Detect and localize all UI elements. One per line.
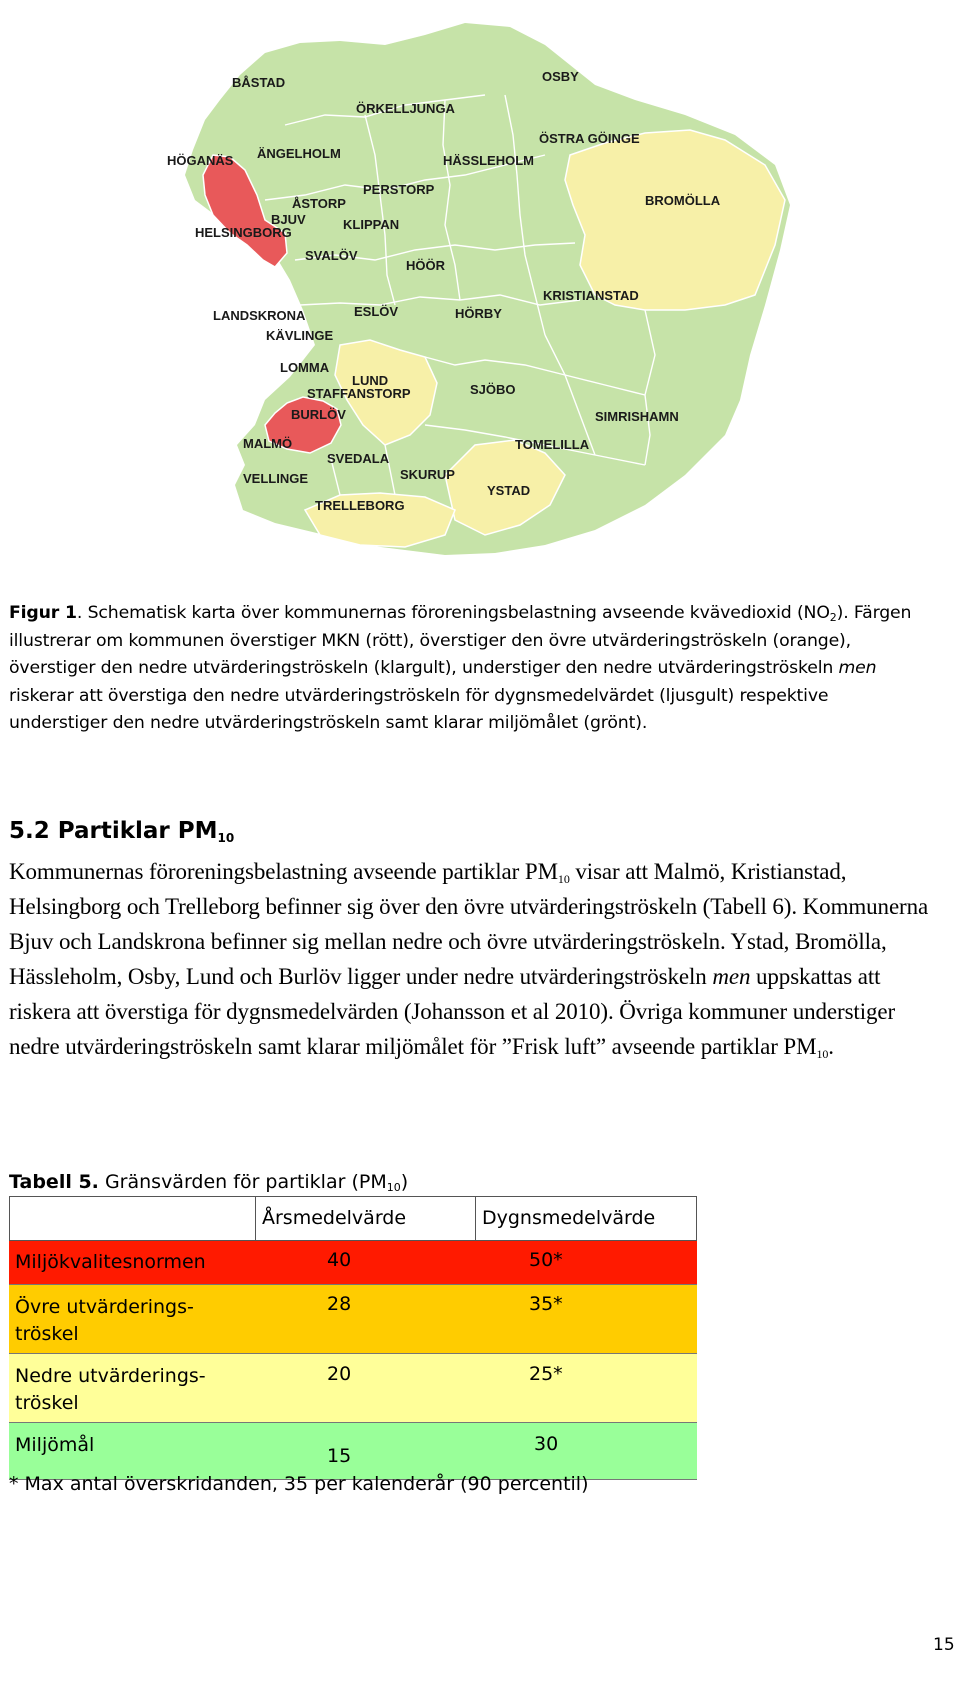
table-header-cell <box>10 1197 255 1240</box>
table-row <box>9 1241 697 1285</box>
map-label: ÅSTORP <box>292 196 346 211</box>
map-label: TRELLEBORG <box>315 498 405 513</box>
map-label: LANDSKRONA <box>213 308 306 323</box>
caption-text: . Schematisk karta över kommunernas föroreningsbelastning avseende kvävedioxid (NO <box>76 603 830 623</box>
map-label: ÖRKELLJUNGA <box>356 101 455 116</box>
section-subscript: 10 <box>217 831 235 845</box>
table-row-label: Miljökvalitesnormen <box>15 1251 206 1273</box>
daily-value: 25* <box>529 1363 563 1385</box>
annual-value: 15 <box>327 1445 352 1467</box>
table-caption-subscript: 10 <box>386 1181 401 1194</box>
map-label: YSTAD <box>487 483 531 498</box>
section-title: 5.2 Partiklar PM <box>9 818 218 844</box>
table-row <box>9 1285 697 1354</box>
figure-caption <box>9 600 919 738</box>
map-label: KÄVLINGE <box>266 328 334 343</box>
daily-value: 30 <box>534 1433 559 1455</box>
table-row-label: Miljömål <box>15 1434 95 1456</box>
map-label: SVALÖV <box>305 248 358 263</box>
caption-emphasis: men <box>838 658 877 678</box>
map-label: VELLINGE <box>243 471 309 486</box>
map-label: TOMELILLA <box>515 437 590 452</box>
map-label: HÖGANÄS <box>167 153 234 168</box>
map-label: KRISTIANSTAD <box>543 288 639 303</box>
body-text: uppskattas att riskera att överstiga för dygnsmedelvärden (Johansson et al 2010). Övriga kommuner understiger nedre utvärderingströskeln samt klarar miljömålet för ”Frisk luft” avseende partiklar PM <box>9 964 896 1059</box>
caption-label: Figur 1 <box>9 603 77 623</box>
daily-value: 50* <box>529 1249 563 1271</box>
caption-subscript: 2 <box>829 611 837 624</box>
map-label: SKURUP <box>400 467 455 482</box>
map-label: ÄNGELHOLM <box>257 146 341 161</box>
municipality-map <box>125 5 825 590</box>
table-header-cell: Årsmedelvärde <box>255 1197 475 1240</box>
map-label: HELSINGBORG <box>195 225 292 240</box>
map-region-yellow-east <box>565 130 785 310</box>
table-row-label: Nedre utvärderings-tröskel <box>15 1365 206 1414</box>
map-label: BJUV <box>271 212 306 227</box>
section-heading <box>9 818 234 844</box>
map-label: OSBY <box>542 69 579 84</box>
map-label: HÄSSLEHOLM <box>443 153 534 168</box>
map-label: BÅSTAD <box>232 75 286 90</box>
body-emphasis: men <box>712 964 751 989</box>
map-label: STAFFANSTORP <box>307 386 411 401</box>
map-label: LUND <box>352 373 389 388</box>
body-text: visar att Malmö, Kristianstad, Helsingborg och Trelleborg befinner sig över den övre utvärderingströskeln (Tabell 6). Kommunerna Bjuv och Landskrona befinner sig mellan nedre och övre utvärderingströskeln. Ystad, Bromölla, Hässleholm, Osby, Lund och Burlöv ligger under nedre utvärderingströskeln <box>9 859 929 989</box>
table-footnote: * Max antal överskridanden, 35 per kalenderår (90 percentil) <box>9 1473 589 1495</box>
caption-text: ). Färgen illustrerar om kommunen överstiger MKN (rött), överstiger den övre utvärderingströskeln (orange), överstiger den nedre utvärderingströskeln (klargult), understiger den nedre utvärderingströskeln <box>9 603 912 678</box>
body-subscript: 10 <box>816 1047 829 1061</box>
table-row <box>9 1354 697 1423</box>
map-label: SJÖBO <box>470 382 516 397</box>
map-label: MALMÖ <box>243 436 293 451</box>
annual-value: 28 <box>327 1293 352 1315</box>
map-label: ÖSTRA GÖINGE <box>539 131 640 146</box>
map-label: HÖRBY <box>455 306 502 321</box>
body-text: . <box>828 1034 834 1059</box>
table-caption <box>9 1171 408 1193</box>
daily-value: 35* <box>529 1293 563 1315</box>
table-row <box>9 1423 697 1480</box>
table-row-label: Övre utvärderings-tröskel <box>15 1296 194 1345</box>
map-label: BURLÖV <box>291 407 346 422</box>
table-header-row <box>9 1196 697 1241</box>
map-label: KLIPPAN <box>343 217 400 232</box>
body-text: Kommunernas föroreningsbelastning avseende partiklar PM <box>9 859 558 884</box>
table-header-cell: Dygnsmedelvärde <box>475 1197 698 1240</box>
caption-text: riskerar att överstiga den nedre utvärderingströskeln för dygnsmedelvärdet (ljusgult) respektive understiger den nedre utvärderingströskeln samt klarar miljömålet (grönt). <box>9 685 829 733</box>
map-label: SIMRISHAMN <box>595 409 679 424</box>
annual-value: 40 <box>327 1249 352 1271</box>
table-caption-label: Tabell 5. <box>9 1171 99 1193</box>
map-label: PERSTORP <box>363 182 435 197</box>
map-label: SVEDALA <box>327 451 390 466</box>
map-label: BROMÖLLA <box>645 193 721 208</box>
annual-value: 20 <box>327 1363 352 1385</box>
table-caption-text: Gränsvärden för partiklar (PM <box>98 1171 387 1193</box>
table-caption-text: ) <box>400 1171 409 1193</box>
map-label: LOMMA <box>280 360 330 375</box>
page-number: 15 <box>933 1635 955 1655</box>
body-subscript: 10 <box>557 872 570 886</box>
map-label: ESLÖV <box>354 304 399 319</box>
map-label: HÖÖR <box>406 258 445 273</box>
limits-table <box>9 1196 697 1480</box>
body-paragraph <box>9 854 929 1064</box>
